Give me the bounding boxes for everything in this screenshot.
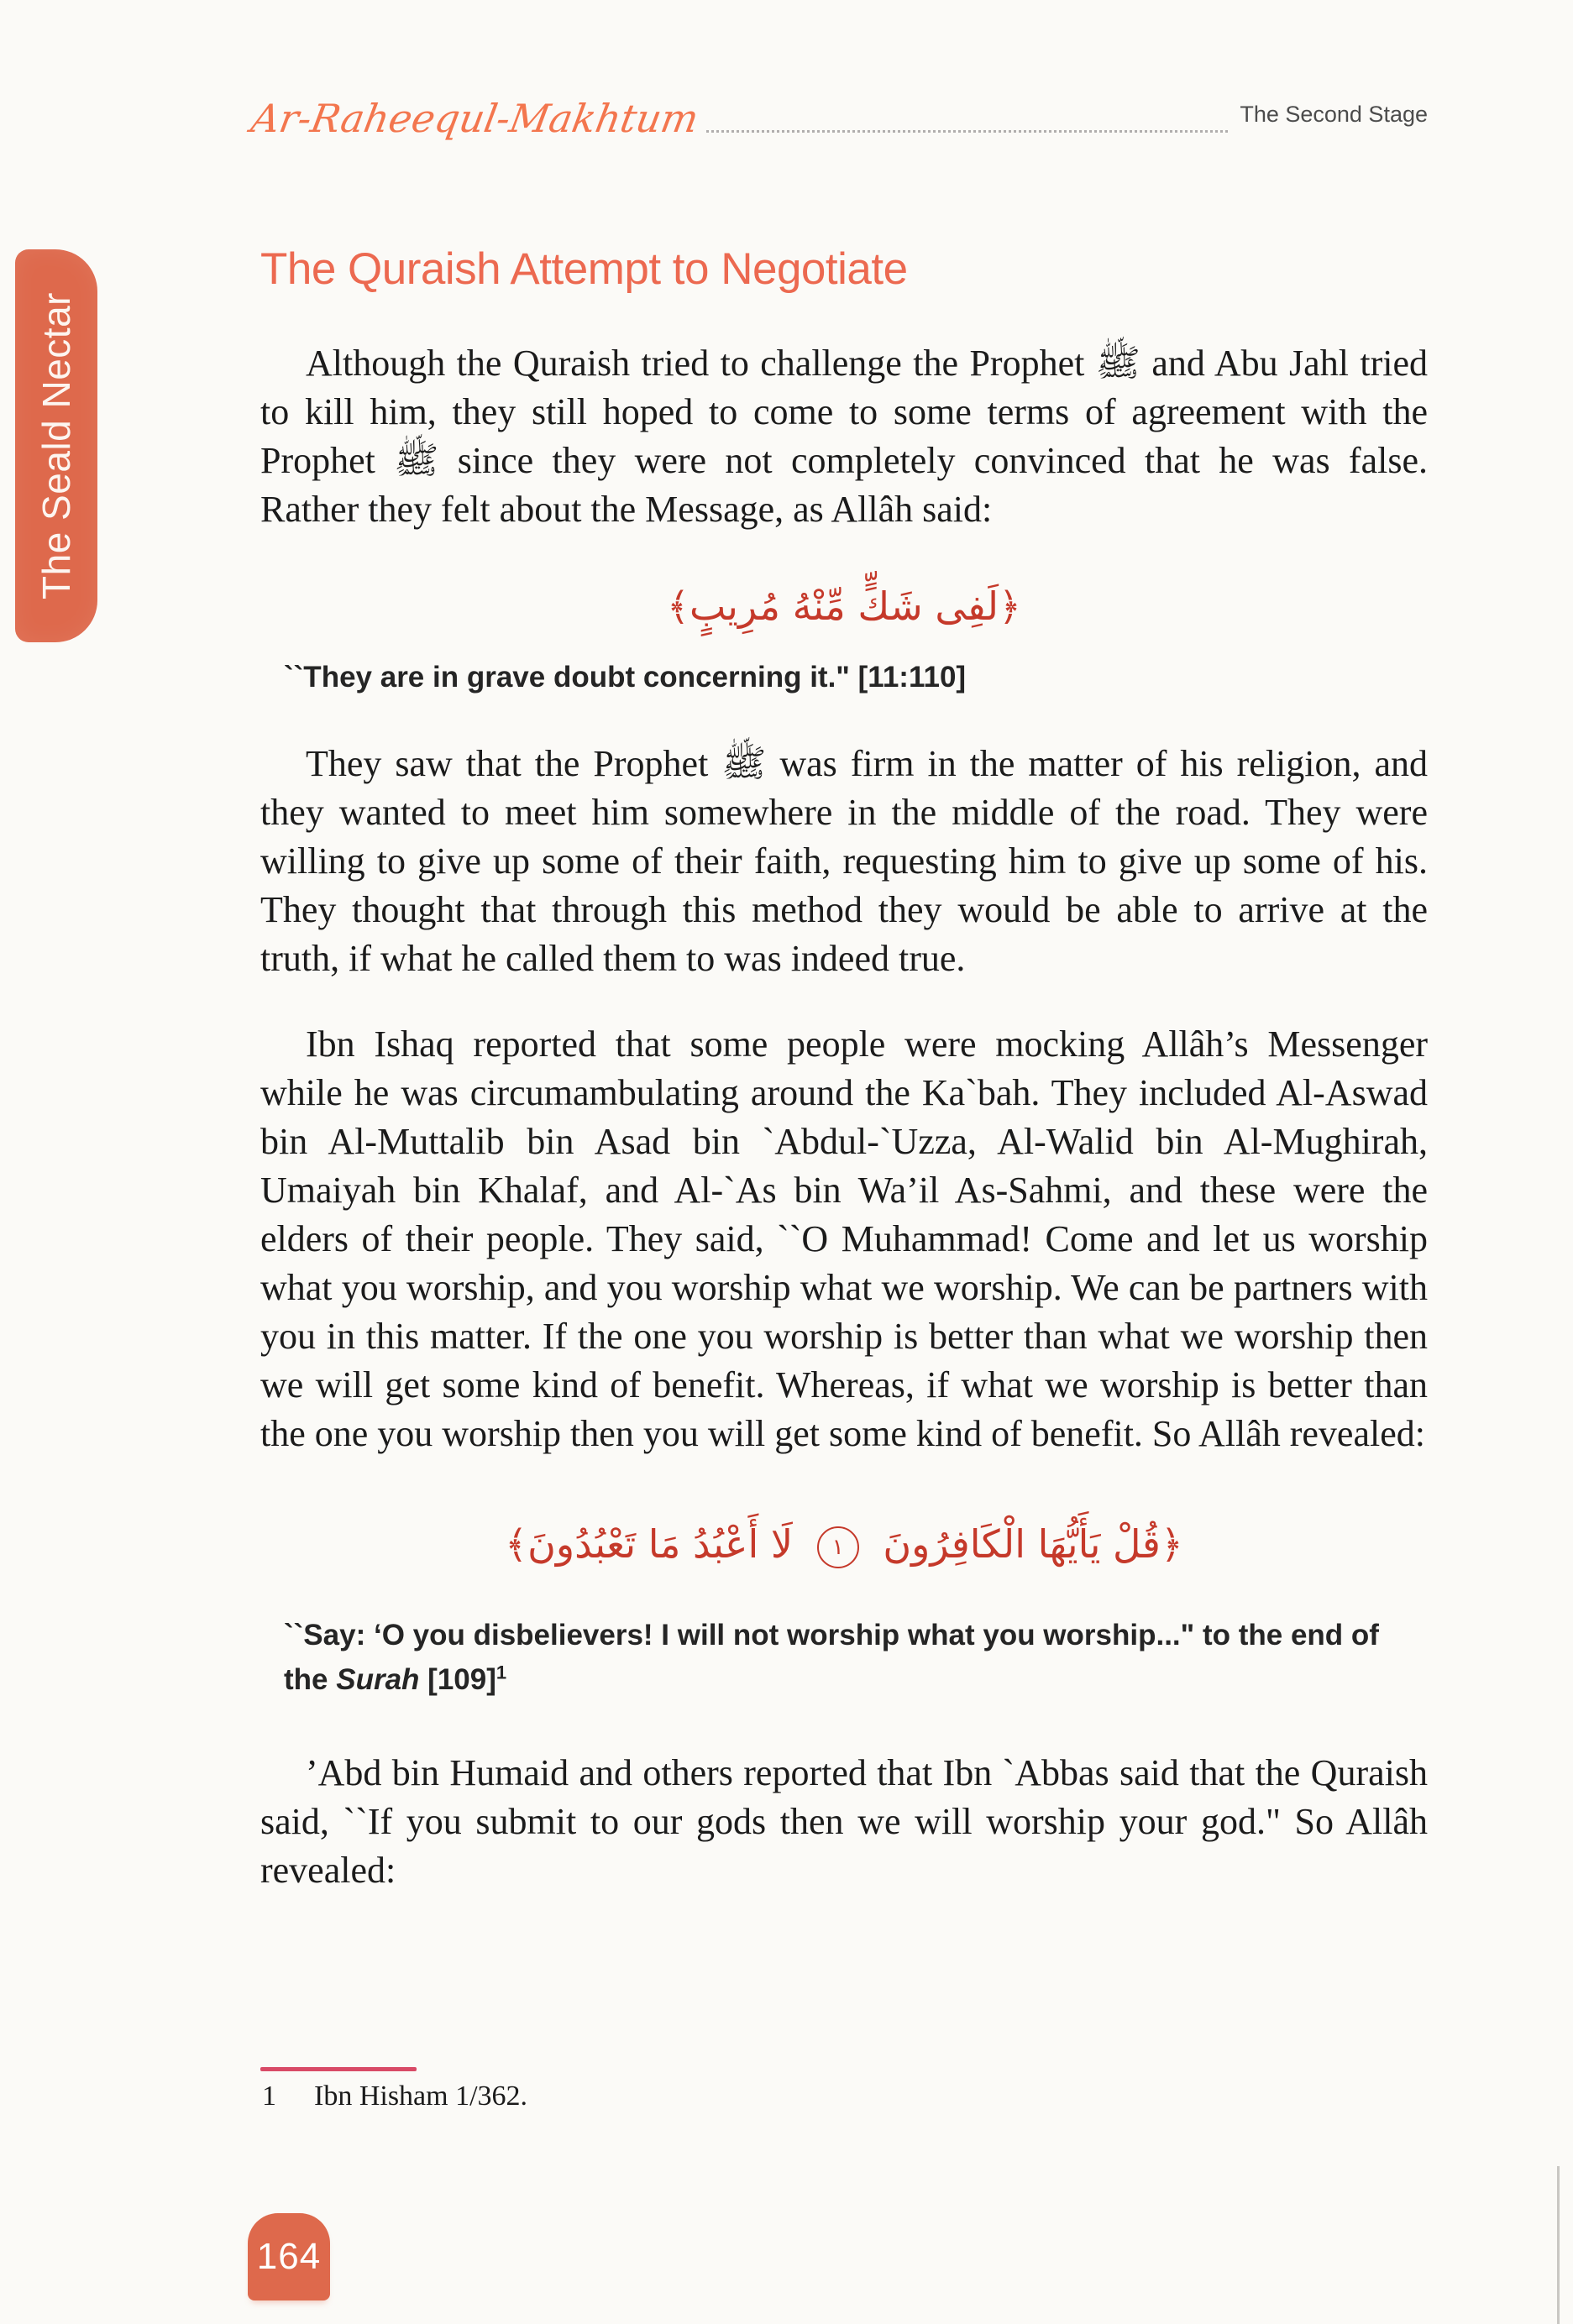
book-title-script: Ar-Raheequl-Makhtum [248, 96, 702, 141]
page-number: 164 [256, 2236, 322, 2277]
arabic-verse-1 [260, 571, 1428, 641]
paragraph-1: Although the Quraish tried to challenge the Prophet ﷺ and Abu Jahl tried to kill him, they still hoped to come to some terms of agreement with the Prophet ﷺ since they were not completely convinced that he was false. Rather they felt about the Message, as Allâh said: [260, 343, 1428, 530]
footnote-text: Ibn Hisham 1/362. [314, 2081, 528, 2112]
footnote-number: 1 [262, 2081, 276, 2112]
paragraph-2: They saw that the Prophet ﷺ was firm in the matter of his religion, and they wanted to meet him somewhere in the middle of the road. They were willing to give up some of their faith, requesting him to give up some of his. They thought that through this method they would be able to arrive at the truth, if what he called them to was indeed true. [260, 743, 1428, 979]
paragraph-4: ’Abd bin Humaid and others reported that Ibn `Abbas said that the Quraish said, ``If you submit to our gods then we will worship your god." So Allâh revealed: [260, 1752, 1428, 1891]
verse-2-translation-text: ``Say: ‘O you disbelievers! I will not worship what you worship..." to the end of the [284, 1619, 1379, 1696]
section-heading: The Quraish Attempt to Negotiate [260, 244, 908, 294]
footnote [262, 2081, 527, 2112]
paragraph-3: Ibn Ishaq reported that some people were mocking Allâh’s Messenger while he was circumambulating around the Ka`bah. They included Al-Aswad bin Al-Muttalib bin Asad bin `Abdul-`Uzza, Al-Walid bin Al-Mughirah, Umaiyah bin Khalaf, and Al-`As bin Wa’il As-Sahmi, and these were the elders of their people. They said, ``O Muhammad! Come and let us worship what you worship, and you worship what we worship. We can be partners with you in this matter. If the one you worship is better than what we worship then we will get some kind of benefit. Whereas, if what we worship is better than the one you worship then you will get some kind of benefit. So Allâh revealed: [260, 1023, 1428, 1454]
verse-1-translation: ``They are in grave doubt concerning it." [11:110] [284, 661, 967, 694]
verse-2-translation-ref: [109] [419, 1663, 496, 1696]
text-column [260, 243, 1428, 1895]
arabic-verse-2-part2: لَا أَعْبُدُ مَا تَعْبُدُونَ﴾ [505, 1521, 794, 1567]
running-header [248, 96, 1428, 141]
verse-2-translation [284, 1613, 1382, 1702]
chapter-side-tab-label: The Seald Nectar [34, 292, 78, 599]
scan-edge-line [1557, 2166, 1560, 2324]
arabic-verse-1-text: ﴿لَفِى شَكٍّ مِّنْهُ مُرِيبٍ﴾ [667, 584, 1021, 629]
stage-label: The Second Stage [1240, 102, 1428, 127]
arabic-verse-2-part1: ﴿قُلْ يَأَيُّهَا الْكَافِرُونَ [883, 1521, 1183, 1567]
surah-word-italic: Surah [336, 1663, 420, 1696]
header-dotted-rule [706, 130, 1228, 133]
footnote-reference: 1 [495, 1662, 507, 1683]
footnote-separator-rule [260, 2067, 417, 2071]
page-number-badge [248, 2213, 330, 2300]
chapter-side-tab [15, 249, 97, 642]
ayah-number-marker: ١ [817, 1526, 859, 1568]
arabic-verse-2 [260, 1509, 1428, 1579]
